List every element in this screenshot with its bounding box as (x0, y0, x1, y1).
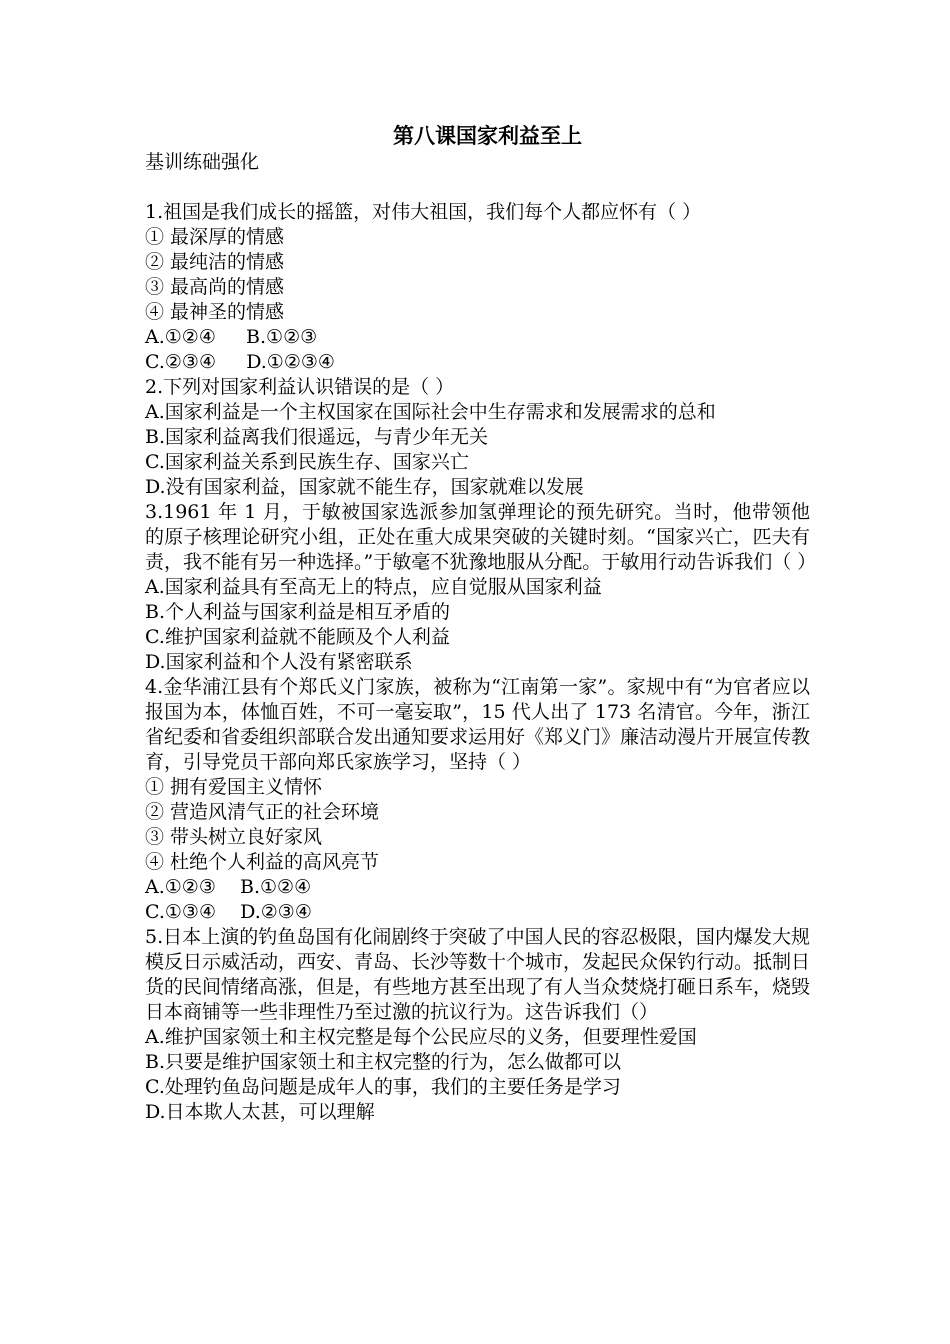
answer-option: B.国家利益离我们很遥远，与青少年无关 (145, 426, 489, 448)
question-item: ④ 杜绝个人利益的高风亮节 (145, 851, 380, 873)
answer-option: D.国家利益和个人没有紧密联系 (145, 651, 413, 673)
answer-option: A.①②③ B.①②④ (145, 876, 312, 898)
question-5 (145, 925, 810, 1125)
question-4 (145, 675, 810, 925)
answer-option: D.日本欺人太甚，可以理解 (145, 1101, 375, 1123)
question-1 (145, 200, 810, 375)
question-item: ② 最纯洁的情感 (145, 251, 285, 273)
question-stem: 3.1961 年 1 月，于敏被国家选派参加氢弹理论的预先研究。当时，他带领他的原子核理论研究小组，正处在重大成果突破的关键时刻。“国家兴亡，匹夫有责，我不能有另一种选择。”于敏毫不犹豫地服从分配。于敏用行动告诉我们（ ） (145, 501, 817, 573)
answer-option: D.没有国家利益，国家就不能生存，国家就难以发展 (145, 476, 584, 498)
page-title: 第八课国家利益至上 (393, 124, 582, 148)
question-stem: 1.祖国是我们成长的摇篮，对伟大祖国，我们每个人都应怀有（ ） (145, 201, 702, 223)
question-item: ① 拥有爱国主义情怀 (145, 776, 323, 798)
question-stem: 4.金华浦江县有个郑氏义门家族，被称为“江南第一家”。家规中有“为官者应以报国为本，体恤百姓，不可一毫妄取”，15 代人出了 173 名清官。今年，浙江省纪委和省委组织部联合发出通知要求运用好《郑义门》廉洁动漫片开展宣传教育，引导党员干部向郑氏家族学习，坚持（ ） (145, 676, 811, 773)
question-item: ① 最深厚的情感 (145, 226, 285, 248)
answer-option: B.个人利益与国家利益是相互矛盾的 (145, 601, 451, 623)
answer-option: A.国家利益是一个主权国家在国际社会中生存需求和发展需求的总和 (145, 401, 716, 423)
question-item: ③ 最高尚的情感 (145, 276, 285, 298)
question-item: ② 营造风清气正的社会环境 (145, 801, 380, 823)
question-stem: 5.日本上演的钓鱼岛国有化闹剧终于突破了中国人民的容忍极限，国内爆发大规模反日示威活动，西安、青岛、长沙等数十个城市，发起民众保钓行动。抵制日货的民间情绪高涨，但是，有些地方甚至出现了有人当众焚烧打砸日系车，烧毁日本商铺等一些非理性乃至过激的抗议行为。这告诉我们（） (145, 926, 811, 1023)
answer-option: A.维护国家领土和主权完整是每个公民应尽的义务，但要理性爱国 (145, 1026, 697, 1048)
answer-option: A.①②④ B.①②③ (145, 326, 318, 348)
question-item: ④ 最神圣的情感 (145, 301, 285, 323)
answer-option: C.国家利益关系到民族生存、国家兴亡 (145, 451, 469, 473)
answer-option: A.国家利益具有至高无上的特点，应自觉服从国家利益 (145, 576, 602, 598)
question-2 (145, 375, 810, 500)
answer-option: C.②③④ D.①②③④ (145, 351, 335, 373)
answer-option: C.处理钓鱼岛问题是成年人的事，我们的主要任务是学习 (145, 1076, 621, 1098)
answer-option: B.只要是维护国家领土和主权完整的行为，怎么做都可以 (145, 1051, 622, 1073)
answer-option: C.维护国家利益就不能顾及个人利益 (145, 626, 450, 648)
section-heading: 基训练础强化 (145, 151, 260, 173)
answer-option: C.①③④ D.②③④ (145, 901, 312, 923)
question-stem: 2.下列对国家利益认识错误的是（ ） (145, 376, 455, 398)
question-3 (145, 500, 817, 675)
question-item: ③ 带头树立良好家风 (145, 826, 323, 848)
